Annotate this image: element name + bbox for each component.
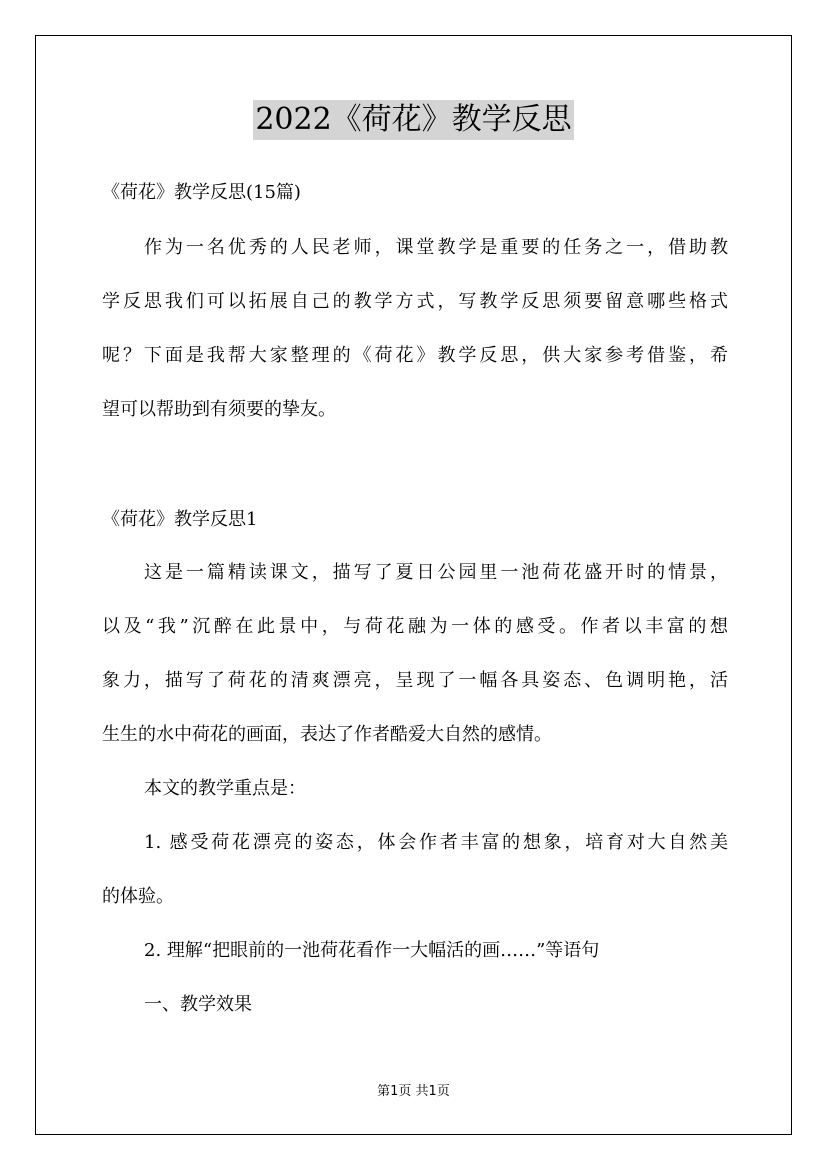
intro-line: 呢？下面是我帮大家整理的《荷花》教学反思，供大家参考借鉴，希 [102, 345, 728, 366]
body-line: 以及“我”沉醉在此景中，与荷花融为一体的感受。作者以丰富的想 [102, 616, 728, 637]
intro-line: 望可以帮助到有须要的挚友。 [102, 399, 336, 420]
intro-line: 作为一名优秀的人民老师，课堂教学是重要的任务之一，借助教 [144, 237, 728, 258]
point-one-line: 的体验。 [102, 886, 174, 907]
document-subtitle: 《荷花》教学反思(15篇) [102, 182, 301, 203]
body-line: 生生的水中荷花的画面，表达了作者酷爱大自然的感情。 [102, 724, 552, 745]
point-two-line: 2. 理解“把眼前的一池荷花看作一大幅活的画……”等语句 [144, 940, 600, 961]
title-container [0, 100, 827, 140]
intro-line: 学反思我们可以拓展自己的教学方式，写教学反思须要留意哪些格式 [102, 291, 728, 312]
document-title: 2022《荷花》教学反思 [253, 100, 573, 140]
body-line: 这是一篇精读课文，描写了夏日公园里一池荷花盛开时的情景， [144, 562, 728, 583]
body-line: 象力，描写了荷花的清爽漂亮，呈现了一幅各具姿态、色调明艳，活 [102, 670, 728, 691]
section-heading: 《荷花》教学反思1 [102, 509, 258, 530]
point-one-line: 1. 感受荷花漂亮的姿态，体会作者丰富的想象，培育对大自然美 [144, 832, 728, 853]
effect-heading: 一、教学效果 [144, 994, 252, 1015]
key-points-label: 本文的教学重点是： [144, 778, 306, 799]
page-footer: 第1页 共1页 [377, 1084, 450, 1099]
